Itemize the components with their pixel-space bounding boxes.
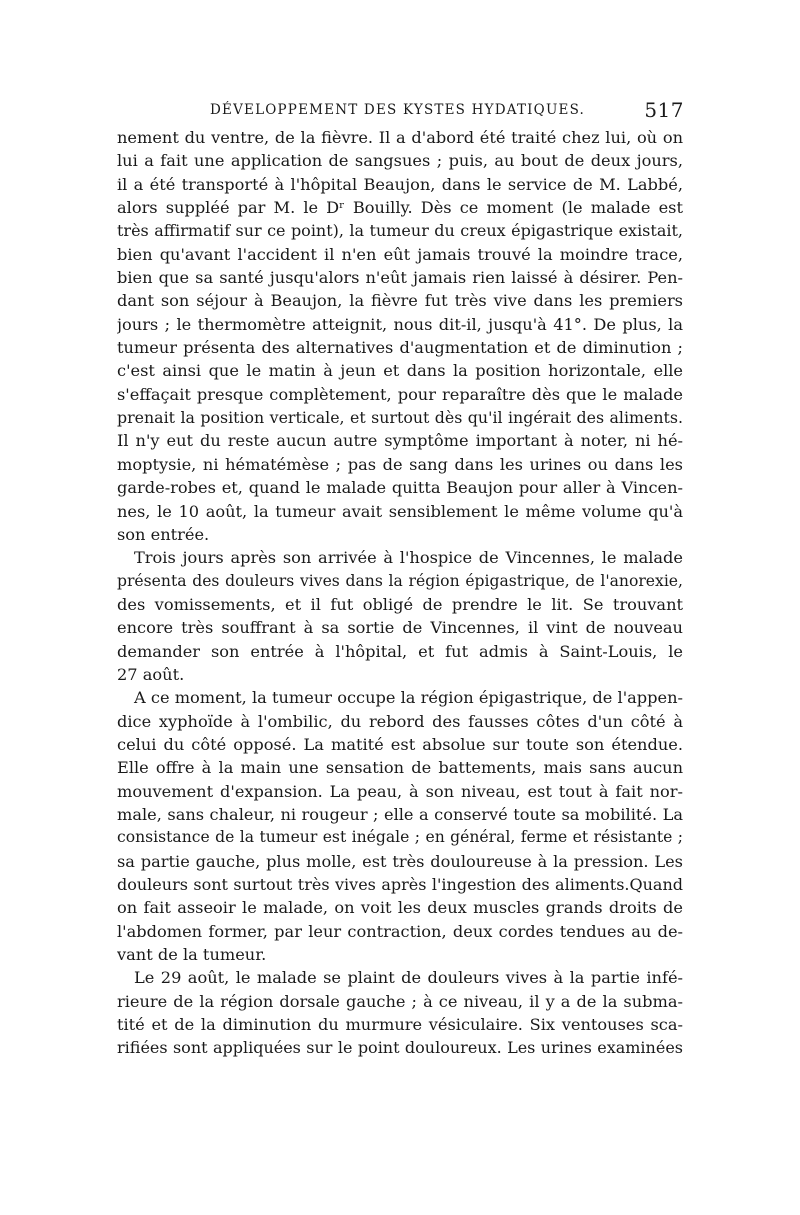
text-line: male, sans chaleur, ni rougeur ; elle a conservé toute sa mobilité. La	[117, 804, 683, 824]
body-text	[117, 126, 683, 1060]
text-line: l'abdomen former, par leur contraction, deux cordes tendues au de-	[117, 921, 683, 941]
text-line: nement du ventre, de la fièvre. Il a d'abord été traité chez lui, où on	[117, 128, 683, 147]
text-line: sa partie gauche, plus molle, est très douloureuse à la pression. Les	[117, 851, 683, 871]
text-line: encore très souffrant à sa sortie de Vincennes, il vint de nouveau	[117, 618, 683, 638]
text-line: dant son séjour à Beaujon, la fièvre fut très vive dans les premiers	[117, 291, 683, 311]
text-line: garde-robes et, quand le malade quitta Beaujon pour aller à Vincen-	[117, 478, 683, 498]
text-line: tumeur présenta des alternatives d'augmentation et de diminution ;	[117, 338, 683, 358]
text-line: rieure de la région dorsale gauche ; à ce niveau, il y a de la subma-	[117, 991, 683, 1011]
text-line: moptysie, ni hématémèse ; pas de sang dans les urines ou dans les	[117, 454, 683, 474]
text-line: mouvement d'expansion. La peau, à son niveau, est tout à fait nor-	[117, 781, 683, 801]
text-line: alors suppléé par M. le Dʳ Bouilly. Dès ce moment (le malade est	[117, 198, 683, 218]
text-line: nes, le 10 août, la tumeur avait sensiblement le même volume qu'à	[117, 501, 683, 521]
text-line: vant de la tumeur.	[117, 945, 267, 965]
text-line: bien que sa santé jusqu'alors n'eût jamais rien laissé à désirer. Pen-	[117, 268, 683, 288]
text-line: Il n'y eut du reste aucun autre symptôme important à noter, ni hé-	[117, 431, 683, 451]
text-line: rifiées sont appliquées sur le point douloureux. Les urines examinées	[117, 1038, 683, 1058]
text-line: Le 29 août, le malade se plaint de douleurs vives à la partie infé-	[134, 968, 683, 988]
text-line: jours ; le thermomètre atteignit, nous dit-il, jusqu'à 41°. De plus, la	[117, 314, 683, 334]
text-line: il a été transporté à l'hôpital Beaujon, dans le service de M. Labbé,	[117, 174, 683, 194]
text-line: douleurs sont surtout très vives après l'ingestion des aliments.Quand	[117, 875, 683, 894]
page-number: 517	[644, 98, 684, 122]
text-line: 27 août.	[117, 664, 185, 684]
text-line: son entrée.	[117, 524, 210, 544]
running-title: DÉVELOPPEMENT DES KYSTES HYDATIQUES.	[210, 102, 586, 118]
text-line: présenta des douleurs vives dans la région épigastrique, de l'anorexie,	[117, 571, 683, 590]
text-line: Trois jours après son arrivée à l'hospice de Vincennes, le malade	[134, 548, 683, 568]
text-line: très affirmatif sur ce point), la tumeur du creux épigastrique existait,	[117, 221, 683, 241]
text-line: prenait la position verticale, et surtout dès qu'il ingérait des aliments.	[117, 408, 683, 428]
text-line: Elle offre à la main une sensation de battements, mais sans aucun	[117, 758, 683, 778]
text-line: on fait asseoir le malade, on voit les deux muscles grands droits de	[117, 898, 683, 918]
text-line: bien qu'avant l'accident il n'en eût jamais trouvé la moindre trace,	[117, 244, 683, 264]
text-line: s'effaçait presque complètement, pour reparaître dès que le malade	[117, 384, 683, 404]
text-line: c'est ainsi que le matin à jeun et dans la position horizontale, elle	[117, 361, 683, 381]
text-line: demander son entrée à l'hôpital, et fut admis à Saint-Louis, le	[117, 641, 683, 661]
running-head	[118, 98, 684, 122]
text-line: consistance de la tumeur est inégale ; en général, ferme et résistante ;	[117, 828, 683, 847]
text-line: celui du côté opposé. La matité est absolue sur toute son étendue.	[117, 734, 683, 754]
text-line: A ce moment, la tumeur occupe la région épigastrique, de l'appen-	[134, 688, 683, 708]
text-line: tité et de la diminution du murmure vésiculaire. Six ventouses sca-	[117, 1015, 683, 1035]
text-line: dice xyphoïde à l'ombilic, du rebord des fausses côtes d'un côté à	[117, 711, 683, 731]
text-line: des vomissements, et il fut obligé de prendre le lit. Se trouvant	[117, 594, 683, 614]
text-line: lui a fait une application de sangsues ; puis, au bout de deux jours,	[117, 151, 683, 171]
